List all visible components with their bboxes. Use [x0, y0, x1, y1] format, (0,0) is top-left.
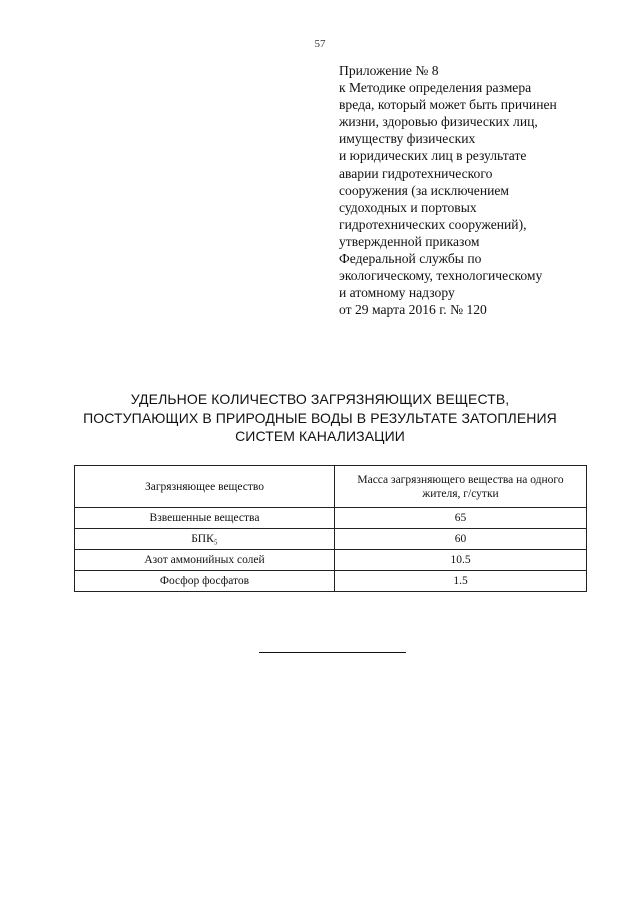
mass-cell: 1.5: [335, 571, 587, 592]
substance-cell: Взвешенные вещества: [75, 508, 335, 529]
title-line: СИСТЕМ КАНАЛИЗАЦИИ: [235, 428, 405, 444]
substance-cell: Азот аммонийных солей: [75, 550, 335, 571]
mass-cell: 60: [335, 529, 587, 550]
annex-line: вреда, который может быть причинен: [339, 97, 557, 113]
annex-line: гидротехнических сооружений),: [339, 216, 527, 232]
table-header-row: [75, 466, 587, 508]
annex-line: аварии гидротехнического: [339, 165, 493, 181]
table-row: [75, 571, 587, 592]
substance-cell: Фосфор фосфатов: [75, 571, 335, 592]
pollutant-table: [74, 465, 587, 592]
column-header-substance: Загрязняющее вещество: [75, 466, 335, 508]
annex-line: Федеральной службы по: [339, 251, 482, 267]
mass-cell: 65: [335, 508, 587, 529]
document-title: [0, 390, 640, 446]
title-line: ПОСТУПАЮЩИХ В ПРИРОДНЫЕ ВОДЫ В РЕЗУЛЬТАТЕ ЗАТОПЛЕНИЯ: [83, 409, 557, 426]
annex-line: и юридических лиц в результате: [339, 148, 527, 164]
annex-line: от 29 марта 2016 г. № 120: [339, 302, 487, 318]
table-row: [75, 529, 587, 550]
annex-line: и атомному надзору: [339, 285, 455, 301]
title-line: УДЕЛЬНОЕ КОЛИЧЕСТВО ЗАГРЯЗНЯЮЩИХ ВЕЩЕСТВ,: [130, 391, 510, 407]
substance-cell: БПК₅: [75, 529, 335, 550]
closing-rule: [259, 652, 406, 653]
annex-line: к Методике определения размера: [339, 80, 532, 96]
annex-line: сооружения (за исключением: [339, 182, 510, 198]
table-row: [75, 508, 587, 529]
page-number: 57: [314, 38, 326, 50]
annex-line: экологическому, технологическому: [339, 268, 543, 284]
annex-header: [339, 62, 629, 318]
annex-line: имуществу физических: [339, 131, 476, 147]
column-header-mass: Масса загрязняющего вещества на одного жителя, г/сутки: [335, 466, 587, 508]
annex-line: Приложение № 8: [339, 63, 439, 78]
annex-line: утвержденной приказом: [339, 233, 480, 249]
annex-line: судоходных и портовых: [339, 199, 477, 215]
mass-cell: 10.5: [335, 550, 587, 571]
annex-line: жизни, здоровью физических лиц,: [339, 114, 538, 130]
table-row: [75, 550, 587, 571]
